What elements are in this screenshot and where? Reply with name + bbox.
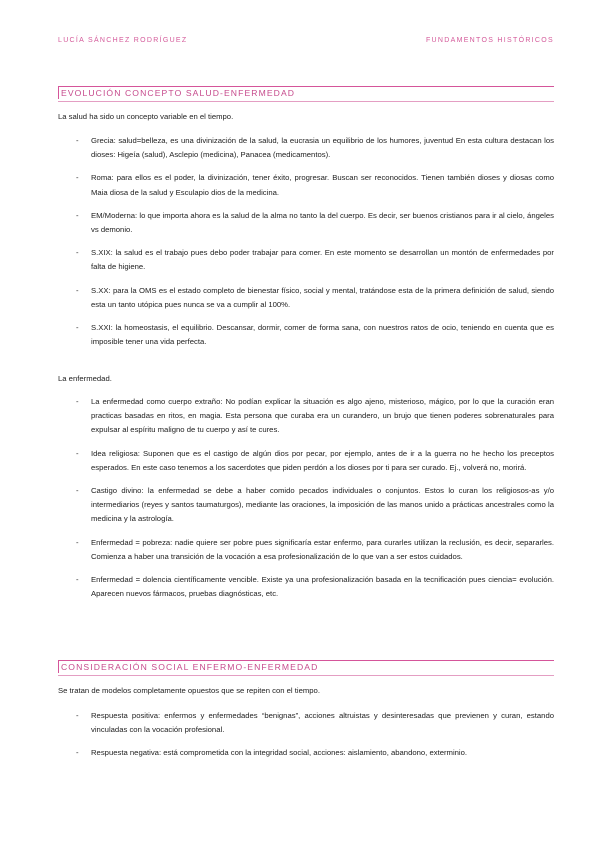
bullet-dash: - — [76, 486, 79, 496]
list-item: - Roma: para ellos es el poder, la divinización, tener éxito, progresar. Buscan ser reconocidos. Tienen también dioses y diosas como Maia diosa de la salud y Esculapio dios de la medicina. — [76, 173, 554, 197]
list-item: - Respuesta positiva: enfermos y enfermedades “benignas”, acciones altruistas y desinteresadas que previenen y curan, estando vinculadas con la vocación profesional. — [76, 711, 554, 735]
list-item: - Grecia: salud=belleza, es una divinización de la salud, la eucrasia un equilibrio de los humores, juventud En esta cultura destacan los dioses: Higeía (salud), Asclepio (medicina), Panacea (medicamentos). — [76, 136, 554, 160]
section1-intro2: La enfermedad. — [58, 374, 112, 383]
section1-intro: La salud ha sido un concepto variable en el tiempo. — [58, 112, 234, 121]
list-item: - Enfermedad = dolencia científicamente vencible. Existe ya una profesionalización basada en la tecnificación pues ciencia= evolución. Aparecen nuevos fármacos, pruebas diagnósticas, etc. — [76, 575, 554, 599]
section1-bullet-list — [58, 134, 554, 349]
header-author: LUCÍA SÁNCHEZ RODRÍGUEZ — [58, 37, 188, 44]
list-item: - Respuesta negativa: está comprometida con la integridad social, acciones: aislamiento, abandono, exterminio. — [58, 746, 554, 760]
bullet-dash: - — [76, 397, 79, 406]
list-item: - Idea religiosa: Suponen que es el castigo de algún dios por pecar, por ejemplo, antes de ir a la guerra no he hecho los preceptos esperados. En este caso tenemos a los sacerdotes que piden perdón a los dioses por ti para ser curado. Ej., volverá no, morirá. — [76, 448, 554, 472]
header-subject: FUNDAMENTOS HISTÓRICOS — [425, 37, 554, 44]
bullet-dash: - — [76, 537, 79, 547]
list-item: - EM/Moderna: lo que importa ahora es la salud de la alma no tanto la del cuerpo. Es decir, ser buenos cristianos para ir al cielo, ángeles vs demonio. — [76, 210, 554, 235]
bullet-dash: - — [76, 711, 79, 720]
list-item: - La enfermedad como cuerpo extraño: No podían explicar la situación es algo ajeno, misterioso, mágico, por lo que la curación eran practicas basadas en ritos, en magia. Esta persona que curaba era un curandero, un brujo que tienen poderes sobrenaturales para expulsar al espíritu maligno de tu cuerpo y así te cures. — [76, 397, 554, 435]
bullet-dash: - — [76, 248, 79, 258]
section2-intro: Se tratan de modelos completamente opuestos que se repiten con el tiempo. — [58, 686, 320, 695]
bullet-dash: - — [76, 210, 79, 220]
bullet-dash: - — [76, 448, 79, 458]
running-header — [58, 37, 554, 44]
bullet-dash: - — [76, 748, 79, 758]
list-item: - S.XIX: la salud es el trabajo pues debo poder trabajar para comer. En este momento se desarrollan un montón de enfermedades por falta de higiene. — [76, 248, 554, 272]
section-title-consideracion: CONSIDERACIÓN SOCIAL ENFERMO-ENFERMEDAD — [58, 660, 554, 673]
list-item: - S.XXI: la homeostasis, el equilibrio. Descansar, dormir, comer de forma sana, con nuestros ratos de ocio, teniendo en cuenta que es imposible tener una vida perfecta. — [76, 323, 554, 347]
section-title-evolucion: EVOLUCIÓN CONCEPTO SALUD-ENFERMEDAD — [58, 86, 554, 99]
bullet-dash: - — [76, 575, 79, 585]
bullet-dash: - — [76, 285, 79, 295]
list-item: - Castigo divino: la enfermedad se debe a haber comido pecados individuales o conjuntos. Estos lo curan los religiosos-as y/o intermediarios (reyes y santos taumaturgos), mediante las oraciones, la imposición de las manos unido a prácticas ancestrales como la medicina y la astrología. — [76, 486, 554, 524]
list-item: - S.XX: para la OMS es el estado completo de bienestar físico, social y mental, tratándose esta de la primera definición de salud, siendo esta un tanto utópica pues nunca se va a cumplir al 100%. — [76, 285, 554, 309]
section2-bullet-list — [58, 709, 554, 761]
bullet-dash: - — [76, 323, 79, 333]
section1-bullet-list-2 — [58, 395, 554, 601]
bullet-dash: - — [76, 173, 79, 183]
bullet-dash: - — [76, 136, 79, 145]
list-item: - Enfermedad = pobreza: nadie quiere ser pobre pues significaría estar enfermo, para curarles utilizan la reclusión, es decir, separarles. Comienza a haber una transición de la vocación a esa profesionalización de lo que van a ser estos cuidados. — [76, 537, 554, 561]
